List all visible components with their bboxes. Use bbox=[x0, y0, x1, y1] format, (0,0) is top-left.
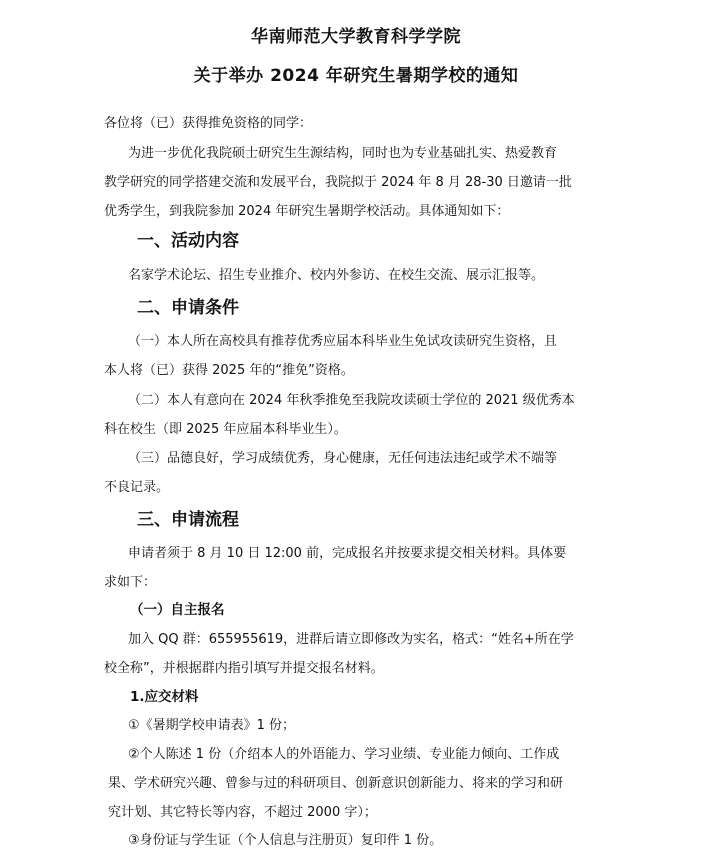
qq-line: 加入 QQ 群：655955619，进群后请立即修改为实名，格式：“姓名+所在学 bbox=[128, 632, 574, 647]
subheading-self-registration: （一）自主报名 bbox=[130, 602, 225, 618]
activities-text: 名家学术论坛、招生专业推介、校内外参访、在校生交流、展示汇报等。 bbox=[128, 268, 545, 283]
section-heading-conditions: 二、申请条件 bbox=[137, 298, 239, 318]
intro-line: 教学研究的同学搭建交流和发展平台，我院拟于 2024 年 8 月 28-30 日邀请一批 bbox=[104, 175, 572, 190]
condition-1-line: （一）本人所在高校具有推荐优秀应届本科毕业生免试攻读研究生资格，且 bbox=[128, 334, 558, 349]
condition-2-line: （二）本人有意向在 2024 年秋季推免至我院攻读硕士学位的 2021 级优秀本 bbox=[128, 393, 575, 408]
materials-heading: 1.应交材料 bbox=[130, 689, 199, 705]
process-intro-line: 求如下： bbox=[104, 575, 157, 590]
intro-line: 为进一步优化我院硕士研究生生源结构，同时也为专业基础扎实、热爱教育 bbox=[128, 146, 558, 161]
condition-1-line: 本人将（已）获得 2025 年的“推免”资格。 bbox=[104, 363, 354, 378]
process-intro-line: 申请者须于 8 月 10 日 12:00 前，完成报名并按要求提交相关材料。具体要 bbox=[128, 546, 567, 561]
material-2-line: 究计划、其它特长等内容，不超过 2000 字）； bbox=[108, 805, 377, 820]
institution-title: 华南师范大学教育科学学院 bbox=[251, 27, 461, 47]
notice-title: 关于举办 2024 年研究生暑期学校的通知 bbox=[193, 66, 519, 86]
qq-line: 校全称”，并根据群内指引填写并提交报名材料。 bbox=[104, 661, 384, 676]
condition-2-line: 科在校生（即 2025 年应届本科毕业生）。 bbox=[104, 422, 347, 437]
salutation: 各位将（已）获得推免资格的同学： bbox=[104, 116, 313, 131]
material-2-line: 果、学术研究兴趣、曾参与过的科研项目、创新意识创新能力、将来的学习和研 bbox=[108, 776, 564, 791]
material-2-line: ②个人陈述 1 份（介绍本人的外语能力、学习业绩、专业能力倾向、工作成 bbox=[128, 747, 560, 762]
condition-3-line: （三）品德良好，学习成绩优秀，身心健康，无任何违法违纪或学术不端等 bbox=[128, 451, 558, 466]
section-heading-activities: 一、活动内容 bbox=[137, 231, 239, 251]
intro-line: 优秀学生，到我院参加 2024 年研究生暑期学校活动。具体通知如下： bbox=[104, 204, 510, 219]
condition-3-line: 不良记录。 bbox=[104, 480, 170, 495]
section-heading-process: 三、申请流程 bbox=[137, 510, 239, 530]
material-1: ①《暑期学校申请表》1 份； bbox=[128, 718, 296, 733]
material-3: ③身份证与学生证（个人信息与注册页）复印件 1 份。 bbox=[128, 833, 443, 848]
